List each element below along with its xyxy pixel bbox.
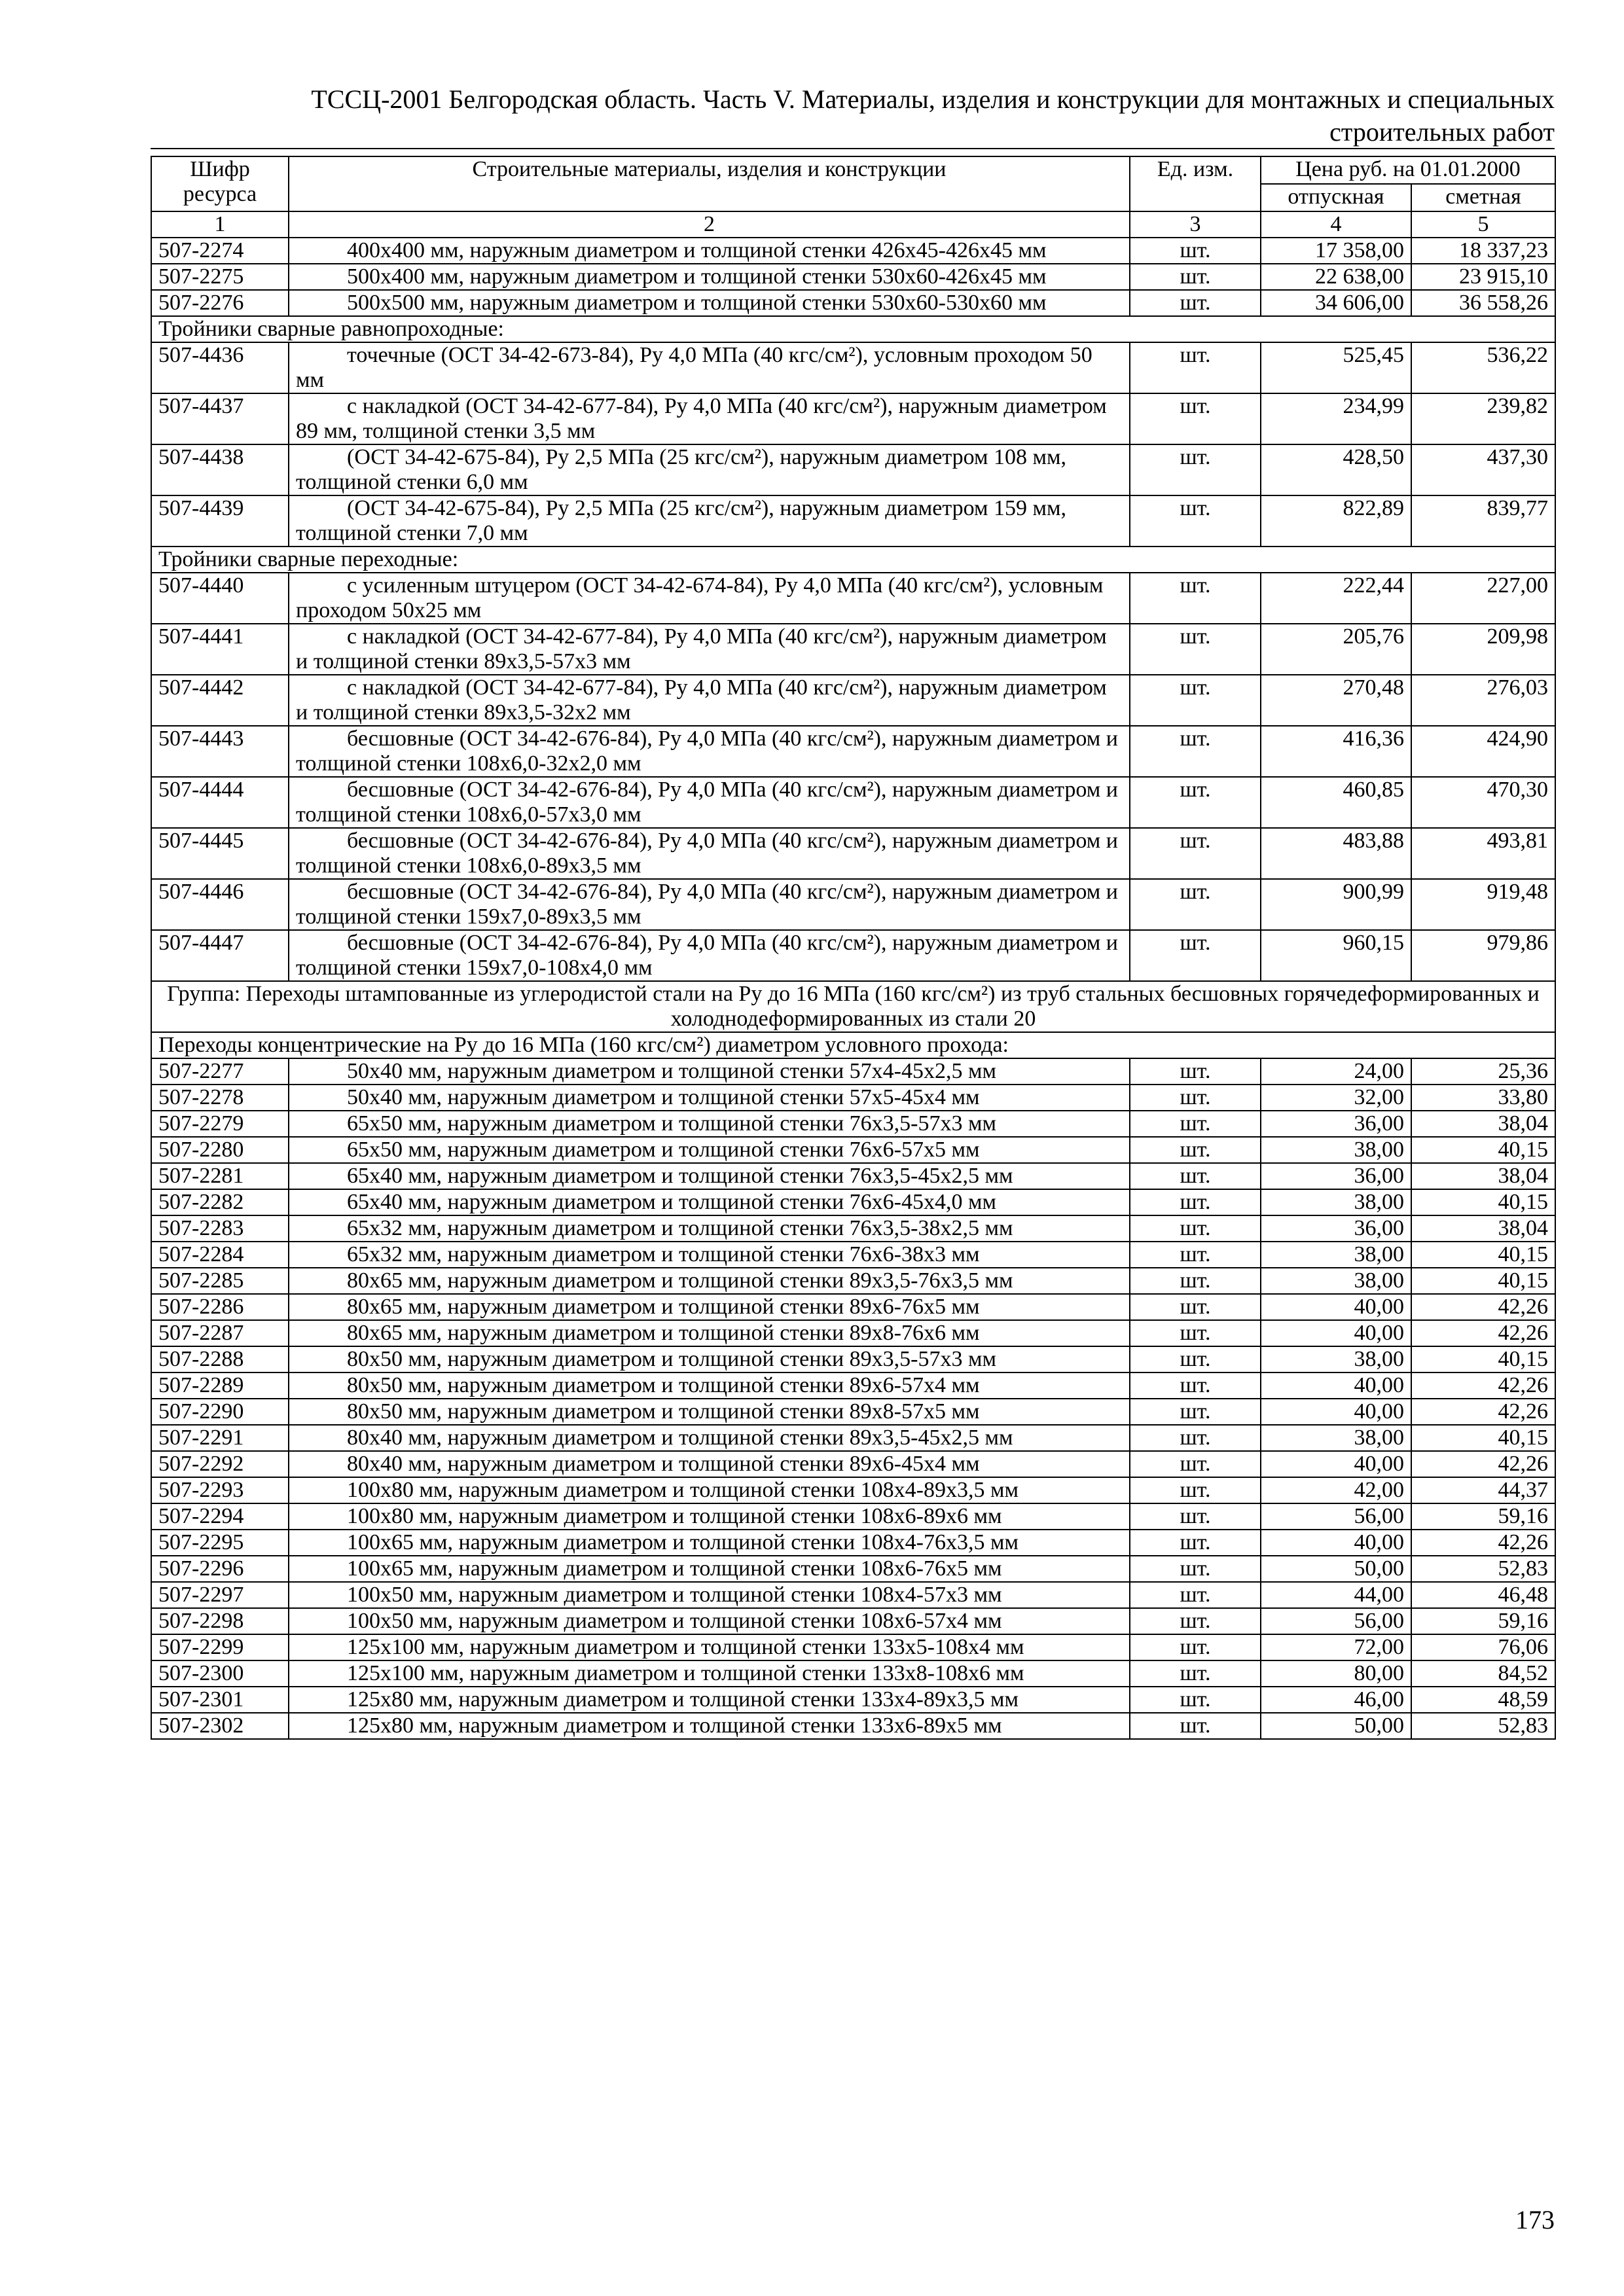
subsection-heading-row bbox=[151, 1032, 1555, 1058]
resource-code: 507-4443 bbox=[151, 726, 289, 777]
material-description: (ОСТ 34-42-675-84), Ру 2,5 МПа (25 кгс/см²), наружным диаметром 108 мм, толщиной стенки 6,0 мм bbox=[289, 444, 1130, 495]
unit-of-measure: шт. bbox=[1130, 264, 1261, 290]
resource-code: 507-2280 bbox=[151, 1137, 289, 1163]
estimate-price: 493,81 bbox=[1411, 828, 1555, 879]
material-description: 100x50 мм, наружным диаметром и толщиной стенки 108x6-57x4 мм bbox=[289, 1608, 1130, 1634]
table-row bbox=[151, 1346, 1555, 1372]
col-header-wholesale: отпускная bbox=[1261, 184, 1411, 211]
subsection-heading-row bbox=[151, 547, 1555, 573]
unit-of-measure: шт. bbox=[1130, 1477, 1261, 1503]
unit-of-measure: шт. bbox=[1130, 1085, 1261, 1111]
wholesale-price: 38,00 bbox=[1261, 1425, 1411, 1451]
unit-of-measure: шт. bbox=[1130, 1111, 1261, 1137]
unit-of-measure: шт. bbox=[1130, 1425, 1261, 1451]
material-description: 125x100 мм, наружным диаметром и толщиной стенки 133x5-108x4 мм bbox=[289, 1634, 1130, 1660]
unit-of-measure: шт. bbox=[1130, 777, 1261, 828]
subsection-heading: Тройники сварные переходные: bbox=[151, 547, 1555, 573]
wholesale-price: 38,00 bbox=[1261, 1268, 1411, 1294]
unit-of-measure: шт. bbox=[1130, 675, 1261, 726]
estimate-price: 470,30 bbox=[1411, 777, 1555, 828]
material-description: 100x80 мм, наружным диаметром и толщиной стенки 108x4-89x3,5 мм bbox=[289, 1477, 1130, 1503]
unit-of-measure: шт. bbox=[1130, 444, 1261, 495]
wholesale-price: 32,00 bbox=[1261, 1085, 1411, 1111]
table-row bbox=[151, 290, 1555, 316]
estimate-price: 42,26 bbox=[1411, 1294, 1555, 1320]
header-title-line2: строительных работ bbox=[151, 117, 1555, 149]
unit-of-measure: шт. bbox=[1130, 1713, 1261, 1739]
resource-code: 507-2279 bbox=[151, 1111, 289, 1137]
estimate-price: 40,15 bbox=[1411, 1189, 1555, 1215]
unit-of-measure: шт. bbox=[1130, 726, 1261, 777]
wholesale-price: 50,00 bbox=[1261, 1713, 1411, 1739]
wholesale-price: 80,00 bbox=[1261, 1660, 1411, 1687]
wholesale-price: 428,50 bbox=[1261, 444, 1411, 495]
subsection-heading: Тройники сварные равнопроходные: bbox=[151, 316, 1555, 342]
wholesale-price: 38,00 bbox=[1261, 1242, 1411, 1268]
material-description: 65x32 мм, наружным диаметром и толщиной стенки 76x6-38x3 мм bbox=[289, 1242, 1130, 1268]
resource-code: 507-4439 bbox=[151, 495, 289, 547]
material-description: с накладкой (ОСТ 34-42-677-84), Ру 4,0 МПа (40 кгс/см²), наружным диаметром и толщиной стенки 89x3,5-57x3 мм bbox=[289, 624, 1130, 675]
table-row bbox=[151, 1687, 1555, 1713]
resource-code: 507-2281 bbox=[151, 1163, 289, 1189]
table-row bbox=[151, 495, 1555, 547]
material-description: 50x40 мм, наружным диаметром и толщиной стенки 57x4-45x2,5 мм bbox=[289, 1058, 1130, 1085]
resource-code: 507-4442 bbox=[151, 675, 289, 726]
unit-of-measure: шт. bbox=[1130, 1451, 1261, 1477]
wholesale-price: 460,85 bbox=[1261, 777, 1411, 828]
estimate-price: 46,48 bbox=[1411, 1582, 1555, 1608]
table-row bbox=[151, 1399, 1555, 1425]
wholesale-price: 40,00 bbox=[1261, 1530, 1411, 1556]
resource-code: 507-2297 bbox=[151, 1582, 289, 1608]
wholesale-price: 900,99 bbox=[1261, 879, 1411, 930]
unit-of-measure: шт. bbox=[1130, 1268, 1261, 1294]
resource-code: 507-2299 bbox=[151, 1634, 289, 1660]
estimate-price: 42,26 bbox=[1411, 1530, 1555, 1556]
material-description: 80x50 мм, наружным диаметром и толщиной стенки 89x3,5-57x3 мм bbox=[289, 1346, 1130, 1372]
table-row bbox=[151, 1608, 1555, 1634]
unit-of-measure: шт. bbox=[1130, 342, 1261, 393]
estimate-price: 919,48 bbox=[1411, 879, 1555, 930]
estimate-price: 276,03 bbox=[1411, 675, 1555, 726]
unit-of-measure: шт. bbox=[1130, 1242, 1261, 1268]
resource-code: 507-4438 bbox=[151, 444, 289, 495]
table-row bbox=[151, 1163, 1555, 1189]
unit-of-measure: шт. bbox=[1130, 1137, 1261, 1163]
resource-code: 507-4446 bbox=[151, 879, 289, 930]
wholesale-price: 36,00 bbox=[1261, 1215, 1411, 1242]
estimate-price: 40,15 bbox=[1411, 1425, 1555, 1451]
material-description: 400x400 мм, наружным диаметром и толщиной стенки 426x45-426x45 мм bbox=[289, 238, 1130, 264]
material-description: бесшовные (ОСТ 34-42-676-84), Ру 4,0 МПа (40 кгс/см²), наружным диаметром и толщиной стенки 159x7,0-89x3,5 мм bbox=[289, 879, 1130, 930]
resource-code: 507-2293 bbox=[151, 1477, 289, 1503]
material-description: 80x65 мм, наружным диаметром и толщиной стенки 89x3,5-76x3,5 мм bbox=[289, 1268, 1130, 1294]
estimate-price: 52,83 bbox=[1411, 1713, 1555, 1739]
unit-of-measure: шт. bbox=[1130, 238, 1261, 264]
table-row bbox=[151, 1294, 1555, 1320]
resource-code: 507-2288 bbox=[151, 1346, 289, 1372]
material-description: 100x50 мм, наружным диаметром и толщиной стенки 108x4-57x3 мм bbox=[289, 1582, 1130, 1608]
resource-code: 507-2292 bbox=[151, 1451, 289, 1477]
material-description: 80x65 мм, наружным диаметром и толщиной стенки 89x6-76x5 мм bbox=[289, 1294, 1130, 1320]
wholesale-price: 36,00 bbox=[1261, 1163, 1411, 1189]
resource-code: 507-4436 bbox=[151, 342, 289, 393]
wholesale-price: 17 358,00 bbox=[1261, 238, 1411, 264]
table-row bbox=[151, 777, 1555, 828]
material-description: 100x65 мм, наружным диаметром и толщиной стенки 108x4-76x3,5 мм bbox=[289, 1530, 1130, 1556]
wholesale-price: 483,88 bbox=[1261, 828, 1411, 879]
unit-of-measure: шт. bbox=[1130, 1372, 1261, 1399]
unit-of-measure: шт. bbox=[1130, 828, 1261, 879]
wholesale-price: 42,00 bbox=[1261, 1477, 1411, 1503]
unit-of-measure: шт. bbox=[1130, 1530, 1261, 1556]
unit-of-measure: шт. bbox=[1130, 290, 1261, 316]
material-description: бесшовные (ОСТ 34-42-676-84), Ру 4,0 МПа (40 кгс/см²), наружным диаметром и толщиной стенки 108x6,0-89x3,5 мм bbox=[289, 828, 1130, 879]
table-row bbox=[151, 726, 1555, 777]
wholesale-price: 40,00 bbox=[1261, 1451, 1411, 1477]
estimate-price: 52,83 bbox=[1411, 1556, 1555, 1582]
table-row bbox=[151, 1660, 1555, 1687]
material-description: 100x65 мм, наружным диаметром и толщиной стенки 108x6-76x5 мм bbox=[289, 1556, 1130, 1582]
unit-of-measure: шт. bbox=[1130, 1215, 1261, 1242]
page-header bbox=[151, 84, 1555, 149]
estimate-price: 38,04 bbox=[1411, 1215, 1555, 1242]
unit-of-measure: шт. bbox=[1130, 573, 1261, 624]
table-row bbox=[151, 675, 1555, 726]
wholesale-price: 44,00 bbox=[1261, 1582, 1411, 1608]
material-description: 65x50 мм, наружным диаметром и толщиной стенки 76x6-57x5 мм bbox=[289, 1137, 1130, 1163]
material-description: бесшовные (ОСТ 34-42-676-84), Ру 4,0 МПа (40 кгс/см²), наружным диаметром и толщиной стенки 159x7,0-108x4,0 мм bbox=[289, 930, 1130, 981]
material-description: бесшовные (ОСТ 34-42-676-84), Ру 4,0 МПа (40 кгс/см²), наружным диаметром и толщиной стенки 108x6,0-57x3,0 мм bbox=[289, 777, 1130, 828]
wholesale-price: 416,36 bbox=[1261, 726, 1411, 777]
price-table bbox=[151, 156, 1556, 1740]
estimate-price: 38,04 bbox=[1411, 1163, 1555, 1189]
unit-of-measure: шт. bbox=[1130, 1687, 1261, 1713]
wholesale-price: 24,00 bbox=[1261, 1058, 1411, 1085]
table-row bbox=[151, 1451, 1555, 1477]
estimate-price: 59,16 bbox=[1411, 1608, 1555, 1634]
wholesale-price: 40,00 bbox=[1261, 1399, 1411, 1425]
wholesale-price: 40,00 bbox=[1261, 1320, 1411, 1346]
resource-code: 507-2283 bbox=[151, 1215, 289, 1242]
unit-of-measure: шт. bbox=[1130, 1058, 1261, 1085]
group-heading: Группа: Переходы штампованные из углеродистой стали на Ру до 16 МПа (160 кгс/см²) из труб стальных бесшовных горячедеформированных и холоднодеформированных из стали 20 bbox=[151, 981, 1555, 1032]
unit-of-measure: шт. bbox=[1130, 930, 1261, 981]
estimate-price: 18 337,23 bbox=[1411, 238, 1555, 264]
wholesale-price: 270,48 bbox=[1261, 675, 1411, 726]
unit-of-measure: шт. bbox=[1130, 1294, 1261, 1320]
material-description: с накладкой (ОСТ 34-42-677-84), Ру 4,0 МПа (40 кгс/см²), наружным диаметром 89 мм, толщиной стенки 3,5 мм bbox=[289, 393, 1130, 444]
estimate-price: 40,15 bbox=[1411, 1346, 1555, 1372]
table-row bbox=[151, 264, 1555, 290]
group-heading-row bbox=[151, 981, 1555, 1032]
resource-code: 507-2285 bbox=[151, 1268, 289, 1294]
wholesale-price: 56,00 bbox=[1261, 1503, 1411, 1530]
estimate-price: 239,82 bbox=[1411, 393, 1555, 444]
unit-of-measure: шт. bbox=[1130, 1582, 1261, 1608]
table-row bbox=[151, 238, 1555, 264]
wholesale-price: 822,89 bbox=[1261, 495, 1411, 547]
table-row bbox=[151, 1530, 1555, 1556]
material-description: 500x400 мм, наружным диаметром и толщиной стенки 530x60-426x45 мм bbox=[289, 264, 1130, 290]
estimate-price: 42,26 bbox=[1411, 1451, 1555, 1477]
resource-code: 507-2301 bbox=[151, 1687, 289, 1713]
table-row bbox=[151, 1058, 1555, 1085]
page-number: 173 bbox=[1515, 2205, 1555, 2234]
material-description: с усиленным штуцером (ОСТ 34-42-674-84), Ру 4,0 МПа (40 кгс/см²), условным проходом 50x25 мм bbox=[289, 573, 1130, 624]
unit-of-measure: шт. bbox=[1130, 1660, 1261, 1687]
unit-of-measure: шт. bbox=[1130, 1189, 1261, 1215]
wholesale-price: 56,00 bbox=[1261, 1608, 1411, 1634]
material-description: 80x65 мм, наружным диаметром и толщиной стенки 89x8-76x6 мм bbox=[289, 1320, 1130, 1346]
col-number-4: 4 bbox=[1261, 211, 1411, 238]
table-row bbox=[151, 393, 1555, 444]
table-row bbox=[151, 1085, 1555, 1111]
resource-code: 507-4437 bbox=[151, 393, 289, 444]
unit-of-measure: шт. bbox=[1130, 1634, 1261, 1660]
table-row bbox=[151, 1425, 1555, 1451]
unit-of-measure: шт. bbox=[1130, 495, 1261, 547]
material-description: 125x80 мм, наружным диаметром и толщиной стенки 133x6-89x5 мм bbox=[289, 1713, 1130, 1739]
wholesale-price: 525,45 bbox=[1261, 342, 1411, 393]
estimate-price: 839,77 bbox=[1411, 495, 1555, 547]
estimate-price: 38,04 bbox=[1411, 1111, 1555, 1137]
resource-code: 507-4441 bbox=[151, 624, 289, 675]
table-row bbox=[151, 1189, 1555, 1215]
wholesale-price: 38,00 bbox=[1261, 1346, 1411, 1372]
resource-code: 507-2284 bbox=[151, 1242, 289, 1268]
table-row bbox=[151, 1503, 1555, 1530]
table-row bbox=[151, 342, 1555, 393]
material-description: с накладкой (ОСТ 34-42-677-84), Ру 4,0 МПа (40 кгс/см²), наружным диаметром и толщиной стенки 89x3,5-32x2 мм bbox=[289, 675, 1130, 726]
wholesale-price: 36,00 bbox=[1261, 1111, 1411, 1137]
estimate-price: 536,22 bbox=[1411, 342, 1555, 393]
unit-of-measure: шт. bbox=[1130, 1556, 1261, 1582]
table-row bbox=[151, 1556, 1555, 1582]
resource-code: 507-2277 bbox=[151, 1058, 289, 1085]
resource-code: 507-2282 bbox=[151, 1189, 289, 1215]
material-description: 50x40 мм, наружным диаметром и толщиной стенки 57x5-45x4 мм bbox=[289, 1085, 1130, 1111]
estimate-price: 40,15 bbox=[1411, 1137, 1555, 1163]
table-row bbox=[151, 624, 1555, 675]
header-title-line1: ТССЦ-2001 Белгородская область. Часть V. Материалы, изделия и конструкции для монтажных и специальных bbox=[311, 84, 1555, 114]
col-header-unit: Ед. изм. bbox=[1130, 156, 1261, 211]
estimate-price: 42,26 bbox=[1411, 1372, 1555, 1399]
table-row bbox=[151, 828, 1555, 879]
wholesale-price: 40,00 bbox=[1261, 1294, 1411, 1320]
resource-code: 507-2294 bbox=[151, 1503, 289, 1530]
resource-code: 507-4445 bbox=[151, 828, 289, 879]
table-row bbox=[151, 1477, 1555, 1503]
estimate-price: 40,15 bbox=[1411, 1242, 1555, 1268]
material-description: 80x50 мм, наружным диаметром и толщиной стенки 89x8-57x5 мм bbox=[289, 1399, 1130, 1425]
unit-of-measure: шт. bbox=[1130, 1503, 1261, 1530]
estimate-price: 44,37 bbox=[1411, 1477, 1555, 1503]
resource-code: 507-2296 bbox=[151, 1556, 289, 1582]
estimate-price: 48,59 bbox=[1411, 1687, 1555, 1713]
col-header-code: Шифр ресурса bbox=[151, 156, 289, 211]
col-header-price: Цена руб. на 01.01.2000 bbox=[1261, 156, 1555, 184]
table-row bbox=[151, 1320, 1555, 1346]
resource-code: 507-2290 bbox=[151, 1399, 289, 1425]
table-row bbox=[151, 1713, 1555, 1739]
estimate-price: 76,06 bbox=[1411, 1634, 1555, 1660]
material-description: 65x40 мм, наружным диаметром и толщиной стенки 76x3,5-45x2,5 мм bbox=[289, 1163, 1130, 1189]
table-row bbox=[151, 1111, 1555, 1137]
material-description: 125x80 мм, наружным диаметром и толщиной стенки 133x4-89x3,5 мм bbox=[289, 1687, 1130, 1713]
estimate-price: 42,26 bbox=[1411, 1320, 1555, 1346]
material-description: 80x50 мм, наружным диаметром и толщиной стенки 89x6-57x4 мм bbox=[289, 1372, 1130, 1399]
table-row bbox=[151, 1242, 1555, 1268]
unit-of-measure: шт. bbox=[1130, 1163, 1261, 1189]
table-body bbox=[151, 238, 1555, 1739]
resource-code: 507-2286 bbox=[151, 1294, 289, 1320]
estimate-price: 209,98 bbox=[1411, 624, 1555, 675]
unit-of-measure: шт. bbox=[1130, 624, 1261, 675]
resource-code: 507-2300 bbox=[151, 1660, 289, 1687]
estimate-price: 59,16 bbox=[1411, 1503, 1555, 1530]
resource-code: 507-2298 bbox=[151, 1608, 289, 1634]
wholesale-price: 46,00 bbox=[1261, 1687, 1411, 1713]
material-description: 100x80 мм, наружным диаметром и толщиной стенки 108x6-89x6 мм bbox=[289, 1503, 1130, 1530]
wholesale-price: 222,44 bbox=[1261, 573, 1411, 624]
table-row bbox=[151, 1582, 1555, 1608]
resource-code: 507-2287 bbox=[151, 1320, 289, 1346]
wholesale-price: 40,00 bbox=[1261, 1372, 1411, 1399]
estimate-price: 23 915,10 bbox=[1411, 264, 1555, 290]
estimate-price: 42,26 bbox=[1411, 1399, 1555, 1425]
resource-code: 507-4440 bbox=[151, 573, 289, 624]
table-row bbox=[151, 1268, 1555, 1294]
material-description: точечные (ОСТ 34-42-673-84), Ру 4,0 МПа (40 кгс/см²), условным проходом 50 мм bbox=[289, 342, 1130, 393]
material-description: (ОСТ 34-42-675-84), Ру 2,5 МПа (25 кгс/см²), наружным диаметром 159 мм, толщиной стенки 7,0 мм bbox=[289, 495, 1130, 547]
material-description: бесшовные (ОСТ 34-42-676-84), Ру 4,0 МПа (40 кгс/см²), наружным диаметром и толщиной стенки 108x6,0-32x2,0 мм bbox=[289, 726, 1130, 777]
resource-code: 507-2295 bbox=[151, 1530, 289, 1556]
table-row bbox=[151, 1372, 1555, 1399]
table-row bbox=[151, 930, 1555, 981]
material-description: 125x100 мм, наружным диаметром и толщиной стенки 133x8-108x6 мм bbox=[289, 1660, 1130, 1687]
resource-code: 507-4447 bbox=[151, 930, 289, 981]
col-header-estimate: сметная bbox=[1411, 184, 1555, 211]
resource-code: 507-2302 bbox=[151, 1713, 289, 1739]
material-description: 65x50 мм, наружным диаметром и толщиной стенки 76x3,5-57x3 мм bbox=[289, 1111, 1130, 1137]
unit-of-measure: шт. bbox=[1130, 1346, 1261, 1372]
material-description: 500x500 мм, наружным диаметром и толщиной стенки 530x60-530x60 мм bbox=[289, 290, 1130, 316]
material-description: 80x40 мм, наружным диаметром и толщиной стенки 89x6-45x4 мм bbox=[289, 1451, 1130, 1477]
resource-code: 507-2275 bbox=[151, 264, 289, 290]
resource-code: 507-2276 bbox=[151, 290, 289, 316]
subsection-heading: Переходы концентрические на Ру до 16 МПа (160 кгс/см²) диаметром условного прохода: bbox=[151, 1032, 1555, 1058]
col-number-3: 3 bbox=[1130, 211, 1261, 238]
table-row bbox=[151, 1215, 1555, 1242]
wholesale-price: 960,15 bbox=[1261, 930, 1411, 981]
wholesale-price: 234,99 bbox=[1261, 393, 1411, 444]
table-row bbox=[151, 444, 1555, 495]
wholesale-price: 34 606,00 bbox=[1261, 290, 1411, 316]
wholesale-price: 205,76 bbox=[1261, 624, 1411, 675]
estimate-price: 36 558,26 bbox=[1411, 290, 1555, 316]
unit-of-measure: шт. bbox=[1130, 1320, 1261, 1346]
unit-of-measure: шт. bbox=[1130, 393, 1261, 444]
subsection-heading-row bbox=[151, 316, 1555, 342]
unit-of-measure: шт. bbox=[1130, 879, 1261, 930]
resource-code: 507-2291 bbox=[151, 1425, 289, 1451]
material-description: 65x40 мм, наружным диаметром и толщиной стенки 76x6-45x4,0 мм bbox=[289, 1189, 1130, 1215]
estimate-price: 437,30 bbox=[1411, 444, 1555, 495]
material-description: 65x32 мм, наружным диаметром и толщиной стенки 76x3,5-38x2,5 мм bbox=[289, 1215, 1130, 1242]
unit-of-measure: шт. bbox=[1130, 1399, 1261, 1425]
estimate-price: 40,15 bbox=[1411, 1268, 1555, 1294]
col-header-name: Строительные материалы, изделия и конструкции bbox=[289, 156, 1130, 211]
table-row bbox=[151, 1634, 1555, 1660]
col-number-2: 2 bbox=[289, 211, 1130, 238]
material-description: 80x40 мм, наружным диаметром и толщиной стенки 89x3,5-45x2,5 мм bbox=[289, 1425, 1130, 1451]
wholesale-price: 50,00 bbox=[1261, 1556, 1411, 1582]
col-number-1: 1 bbox=[151, 211, 289, 238]
unit-of-measure: шт. bbox=[1130, 1608, 1261, 1634]
wholesale-price: 72,00 bbox=[1261, 1634, 1411, 1660]
estimate-price: 227,00 bbox=[1411, 573, 1555, 624]
estimate-price: 979,86 bbox=[1411, 930, 1555, 981]
resource-code: 507-4444 bbox=[151, 777, 289, 828]
estimate-price: 33,80 bbox=[1411, 1085, 1555, 1111]
wholesale-price: 22 638,00 bbox=[1261, 264, 1411, 290]
resource-code: 507-2274 bbox=[151, 238, 289, 264]
wholesale-price: 38,00 bbox=[1261, 1189, 1411, 1215]
estimate-price: 84,52 bbox=[1411, 1660, 1555, 1687]
resource-code: 507-2289 bbox=[151, 1372, 289, 1399]
table-row bbox=[151, 879, 1555, 930]
col-number-5: 5 bbox=[1411, 211, 1555, 238]
estimate-price: 25,36 bbox=[1411, 1058, 1555, 1085]
wholesale-price: 38,00 bbox=[1261, 1137, 1411, 1163]
table-row bbox=[151, 573, 1555, 624]
resource-code: 507-2278 bbox=[151, 1085, 289, 1111]
table-row bbox=[151, 1137, 1555, 1163]
estimate-price: 424,90 bbox=[1411, 726, 1555, 777]
